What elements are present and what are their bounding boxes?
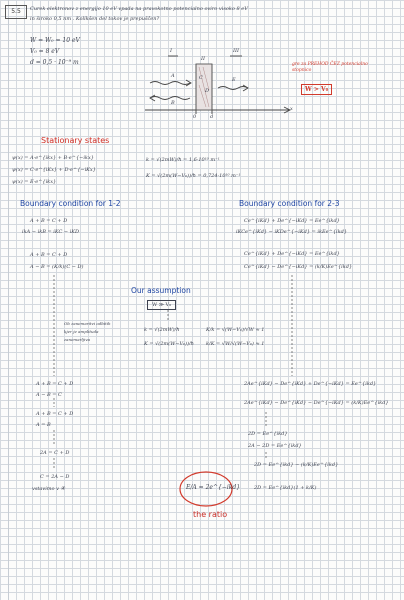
axis-label-x: x	[290, 106, 293, 112]
left-derivation-2: A − B = C	[36, 392, 62, 398]
given-barrier-width: d = 0,5 · 10⁻⁹ m	[30, 59, 79, 66]
right-derivation-2: 2Ae^{iKd} − De^{iKd} − De^{−iKd} = (k/K)Ee^{ikd}	[244, 400, 389, 406]
left-derivation-1: A + B = C + D	[36, 381, 74, 387]
left-derivation-7: vstavimo v ④	[32, 486, 66, 492]
middle-note-2: kjer je amplituda	[64, 329, 99, 334]
middle-note-3: zanemarljiva	[64, 337, 90, 342]
our-assumption-heading: Our assumption	[131, 286, 191, 295]
bc12-line-4: A − B = (K/k)(C − D)	[30, 264, 84, 270]
wavefunction-region-3: ψ(x) = E·e^{ikx}	[12, 179, 57, 185]
stationary-states-heading: Stationary states	[41, 136, 110, 145]
wavefunction-region-2: ψ(x) = C·e^{iKx} + D·e^{−iKx}	[12, 167, 96, 173]
amp-label-e: E	[232, 77, 236, 83]
big-k-definition: K = √(2m(W−V₀))/ħ = 0,724·10¹⁰ m⁻¹	[146, 173, 241, 179]
boundary-condition-12-heading: Boundary condition for 1-2	[20, 199, 121, 208]
left-derivation-5: 2A = C + D	[40, 450, 70, 456]
assumption-big-k: K = √(2m(W−V₀))/ħ	[144, 341, 194, 347]
condition-box: W > V₀	[301, 84, 332, 95]
ratio-formula: E/A = 2e^{−ikd}	[186, 484, 241, 491]
left-derivation-4: A = B	[36, 422, 51, 428]
bc23-line-2: iKCe^{iKd} − iKDe^{−iKd} = ikEe^{ikd}	[236, 229, 348, 235]
left-derivation-6: C = 2A − D	[40, 474, 70, 480]
boundary-condition-23-heading: Boundary condition for 2-3	[239, 199, 340, 208]
right-derivation-3: 2D = Ee^{ikd}	[248, 431, 288, 437]
the-ratio-label: the ratio	[193, 510, 228, 519]
assumption-ratio-k-over-k: K/k = √(W−V₀)/√W ≈ 1	[206, 327, 265, 333]
bc12-line-2: ikA − ikB = iKC − iKD	[22, 229, 80, 235]
k-definition: k = √(2mW)/ħ = 1,6·10¹⁰ m⁻¹	[146, 157, 220, 163]
problem-statement-line-2: in široko 0,5 nm . Kolikšen del tokov je prepuščen?	[30, 16, 160, 22]
bc23-line-4: Ce^{iKd} − De^{−iKd} = (k/K)Ee^{ikd}	[244, 264, 353, 270]
region-label-1: I	[170, 48, 172, 54]
amp-label-d: D	[205, 88, 210, 94]
problem-number-box: 5.5	[5, 5, 27, 19]
region-label-3: III	[233, 48, 239, 54]
assumption-k: k = √(2mW)/ħ	[144, 327, 180, 333]
given-barrier-height: V₀ = 8 eV	[30, 48, 60, 55]
given-energy: W = W₀ = 10 eV	[30, 37, 80, 44]
bc12-line-3: A + B = C + D	[30, 252, 68, 258]
bc23-line-1: Ce^{iKd} + De^{−iKd} = Ee^{ikd}	[244, 218, 340, 224]
right-derivation-4: 2A − 2D = Ee^{ikd}	[248, 443, 302, 449]
region-label-2: II	[201, 56, 205, 62]
side-note: gre za PREHOD ČEZ potencialno stopnico	[292, 62, 368, 73]
middle-note-1: Ob zanemaritvi odbitih	[64, 321, 111, 326]
amp-label-c: C	[199, 75, 203, 81]
assumption-ratio-k-over-big-k: k/K = √W/√(W−V₀) ≈ 1	[206, 341, 265, 347]
right-derivation-6: 2D = Ee^{ikd}(1 + k/K)	[254, 485, 317, 491]
axis-label-d: d	[210, 114, 214, 120]
amp-label-a: A	[171, 73, 175, 79]
bc12-line-1: A + B = C + D	[30, 218, 68, 224]
assumption-box: W ≫ V₀	[147, 300, 176, 310]
bc23-line-3: Ce^{iKd} + De^{−iKd} = Ee^{ikd}	[244, 251, 340, 257]
amp-label-b: B	[171, 100, 175, 106]
right-derivation-5: 2D = Ee^{ikd} − (k/K)Ee^{ikd}	[254, 462, 339, 468]
problem-statement-line-1: Curek elektronov z energijo 10 eV vpada na pravokotno potencialno oviro visoko 8 eV	[30, 6, 248, 12]
left-derivation-3: A + B = C + D	[36, 411, 74, 417]
wavefunction-region-1: ψ(x) = A·e^{ikx} + B·e^{−ikx}	[12, 155, 94, 161]
right-derivation-1: 2Ae^{iKd} − De^{iKd} + De^{−iKd} = Ee^{ikd}	[244, 381, 377, 387]
axis-label-zero: 0	[193, 114, 197, 120]
